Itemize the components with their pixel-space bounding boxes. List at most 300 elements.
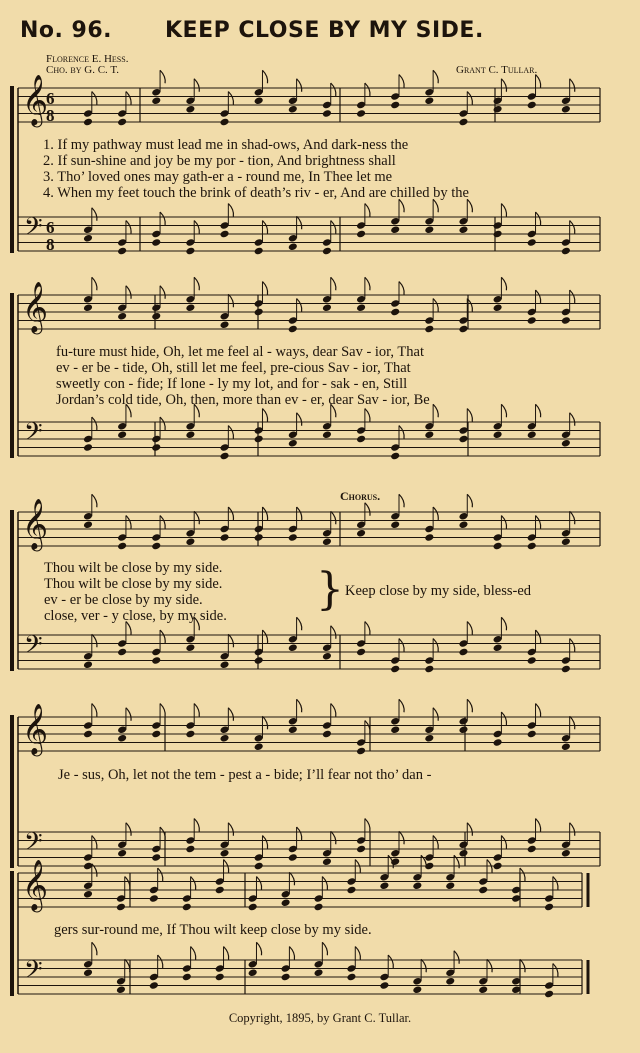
note-flag	[331, 83, 336, 96]
note-flag	[160, 212, 165, 225]
note-head	[379, 881, 389, 890]
note-head	[254, 533, 264, 542]
note-head	[458, 849, 468, 858]
note-flag	[92, 92, 97, 105]
note-flag	[126, 286, 131, 299]
note-flag	[297, 699, 302, 712]
note-flag	[399, 699, 404, 712]
note-flag	[501, 277, 506, 290]
verse-4-line-3: close, ver - y close, by my side.	[44, 608, 227, 624]
note-head	[561, 537, 571, 546]
note-flag	[194, 79, 199, 92]
note-flag	[467, 823, 472, 836]
note-head	[458, 435, 468, 444]
note-flag	[331, 704, 336, 717]
note-flag	[126, 221, 131, 234]
note-head	[83, 660, 93, 669]
note-head	[254, 96, 264, 105]
note-head	[220, 849, 230, 858]
note-head	[412, 881, 422, 890]
note-head	[561, 247, 571, 256]
note-flag	[570, 511, 575, 524]
note-head	[151, 443, 161, 452]
note-flag	[194, 511, 199, 524]
note-head	[151, 542, 161, 551]
note-flag	[467, 699, 472, 712]
note-head	[390, 520, 400, 529]
note-head	[215, 973, 225, 982]
note-head	[288, 325, 298, 334]
note-head	[458, 520, 468, 529]
note-head	[220, 452, 230, 461]
note-head	[322, 857, 332, 866]
note-head	[458, 325, 468, 334]
note-flag	[158, 955, 163, 968]
verse-4-line-2: Jordan’s cold tide, Oh, then, more than ev - er, dear Sav - ior, Be	[56, 392, 430, 408]
note-flag	[92, 704, 97, 717]
note-flag	[487, 959, 492, 972]
note-flag	[536, 630, 541, 643]
note-head	[424, 96, 434, 105]
note-head	[288, 853, 298, 862]
note-head	[527, 430, 537, 439]
note-flag	[297, 507, 302, 520]
note-head	[151, 730, 161, 739]
note-head	[493, 643, 503, 652]
note-flag	[536, 704, 541, 717]
note-flag	[160, 417, 165, 430]
note-head	[83, 303, 93, 312]
note-flag	[92, 942, 97, 955]
note-flag	[365, 819, 370, 832]
verse-3-line-3: ev - er be close by my side.	[44, 592, 203, 608]
note-flag	[92, 277, 97, 290]
note-head	[561, 316, 571, 325]
note-head	[356, 109, 366, 118]
note-head	[527, 845, 537, 854]
note-head	[424, 225, 434, 234]
note-head	[322, 537, 332, 546]
hymn-number: No. 96.	[20, 18, 113, 43]
note-head	[412, 985, 422, 994]
note-head	[356, 648, 366, 657]
note-flag	[467, 622, 472, 635]
note-head	[185, 303, 195, 312]
note-flag	[92, 417, 97, 430]
note-flag	[160, 516, 165, 529]
note-flag	[92, 634, 97, 647]
note-head	[254, 247, 264, 256]
note-head	[561, 665, 571, 674]
note-flag	[297, 827, 302, 840]
chorus-line-1: Je - sus, Oh, let not the tem - pest a - bide; I’ll fear not tho’ dan -	[58, 767, 432, 783]
note-head	[185, 105, 195, 114]
note-head	[151, 853, 161, 862]
note-flag	[92, 494, 97, 507]
note-flag	[501, 836, 506, 849]
note-head	[322, 730, 332, 739]
note-flag	[297, 299, 302, 312]
bass-clef: 𝄢	[24, 212, 43, 247]
note-head	[151, 312, 161, 321]
verse-2-line-2: ev - er be - tide, Oh, still let me feel, pre-cious Sav - ior, That	[56, 360, 411, 376]
note-head	[478, 886, 488, 895]
note-head	[288, 439, 298, 448]
system-brace	[10, 871, 14, 996]
verse-3-line-1: 3. Tho’ loved ones may gath-er a - round me, In Thee let me	[43, 169, 393, 185]
note-flag	[262, 409, 267, 422]
note-flag	[399, 831, 404, 844]
note-flag	[262, 282, 267, 295]
note-flag	[228, 294, 233, 307]
note-flag	[433, 708, 438, 721]
note-flag	[92, 208, 97, 221]
verse-1-line-3: Thou wilt be close by my side.	[44, 560, 223, 576]
note-head	[220, 734, 230, 743]
note-flag	[228, 426, 233, 439]
note-head	[458, 648, 468, 657]
note-flag	[228, 507, 233, 520]
note-flag	[536, 75, 541, 88]
note-head	[390, 452, 400, 461]
note-head	[424, 734, 434, 743]
note-head	[544, 990, 554, 999]
note-head	[493, 430, 503, 439]
note-flag	[262, 70, 267, 83]
note-head	[527, 101, 537, 110]
note-head	[220, 660, 230, 669]
note-flag	[553, 877, 558, 890]
words-credit: Florence E. Hess.	[46, 53, 129, 65]
note-flag	[297, 216, 302, 229]
chorus-credit: Cho. by G. C. T.	[46, 64, 119, 76]
note-flag	[194, 819, 199, 832]
note-head	[83, 234, 93, 243]
note-flag	[262, 630, 267, 643]
note-flag	[331, 277, 336, 290]
note-head	[493, 105, 503, 114]
note-head	[356, 303, 366, 312]
note-head	[458, 118, 468, 127]
verse-1-line-2: fu-ture must hide, Oh, let me feel al - ways, dear Sav - ior, That	[56, 344, 424, 360]
note-head	[561, 439, 571, 448]
note-head	[149, 894, 159, 903]
bass-clef: 𝄢	[24, 417, 43, 452]
note-head	[151, 96, 161, 105]
system-brace	[10, 293, 14, 458]
note-head	[254, 656, 264, 665]
verse-4-line-1: 4. When my feet touch the brink of death’s riv - er, And are chilled by the	[43, 185, 469, 201]
note-flag	[536, 404, 541, 417]
note-head	[254, 742, 264, 751]
note-flag	[262, 221, 267, 234]
note-head	[117, 849, 127, 858]
note-head	[220, 533, 230, 542]
note-head	[248, 968, 258, 977]
note-head	[346, 973, 356, 982]
note-head	[254, 862, 264, 871]
time-sig-top: 6	[46, 89, 55, 109]
note-flag	[228, 634, 233, 647]
note-flag	[536, 212, 541, 225]
note-head	[527, 542, 537, 551]
note-head	[322, 652, 332, 661]
note-flag	[365, 277, 370, 290]
note-head	[379, 981, 389, 990]
note-head	[215, 886, 225, 895]
note-head	[83, 730, 93, 739]
chorus-label: Chorus.	[340, 489, 381, 503]
treble-clef: 𝄞	[22, 281, 49, 333]
note-flag	[399, 282, 404, 295]
note-flag	[160, 286, 165, 299]
note-flag	[194, 221, 199, 234]
note-flag	[355, 947, 360, 960]
note-head	[356, 230, 366, 239]
note-flag	[365, 83, 370, 96]
note-flag	[501, 712, 506, 725]
note-head	[561, 849, 571, 858]
note-head	[185, 643, 195, 652]
note-head	[493, 230, 503, 239]
note-flag	[570, 413, 575, 426]
note-flag	[501, 516, 506, 529]
note-head	[151, 238, 161, 247]
time-sig-top: 6	[46, 218, 55, 238]
note-flag	[520, 959, 525, 972]
note-flag	[160, 630, 165, 643]
note-head	[356, 529, 366, 538]
note-flag	[160, 704, 165, 717]
note-head	[288, 533, 298, 542]
note-flag	[228, 823, 233, 836]
note-flag	[262, 507, 267, 520]
note-head	[288, 242, 298, 251]
note-head	[493, 862, 503, 871]
note-flag	[570, 716, 575, 729]
verse-3-line-2: sweetly con - fide; If lone - ly my lot, and for - sak - en, Still	[56, 376, 408, 392]
note-flag	[126, 516, 131, 529]
note-head	[182, 973, 192, 982]
note-head	[83, 118, 93, 127]
note-head	[83, 443, 93, 452]
note-head	[445, 977, 455, 986]
note-flag	[331, 626, 336, 639]
time-sig-bottom: 8	[46, 106, 55, 126]
treble-clef: 𝄞	[22, 74, 49, 126]
note-flag	[228, 204, 233, 217]
note-flag	[194, 277, 199, 290]
note-head	[493, 542, 503, 551]
note-flag	[399, 75, 404, 88]
note-flag	[467, 92, 472, 105]
note-flag	[228, 92, 233, 105]
note-head	[527, 730, 537, 739]
note-head	[254, 435, 264, 444]
note-flag	[433, 404, 438, 417]
note-flag	[125, 877, 130, 890]
note-head	[458, 725, 468, 734]
note-head	[346, 886, 356, 895]
note-head	[390, 665, 400, 674]
note-head	[527, 656, 537, 665]
note-head	[322, 303, 332, 312]
note-flag	[399, 426, 404, 439]
note-head	[281, 898, 291, 907]
note-head	[185, 730, 195, 739]
note-flag	[365, 622, 370, 635]
bass-clef: 𝄢	[24, 630, 43, 665]
note-head	[424, 533, 434, 542]
note-flag	[297, 79, 302, 92]
note-head	[83, 890, 93, 899]
note-head	[458, 225, 468, 234]
note-flag	[160, 70, 165, 83]
note-flag	[224, 947, 229, 960]
note-flag	[454, 951, 459, 964]
chorus-line-2: gers sur-round me, If Thou wilt keep close by my side.	[54, 922, 372, 938]
note-head	[322, 430, 332, 439]
note-flag	[570, 79, 575, 92]
note-head	[544, 903, 554, 912]
note-head	[116, 985, 126, 994]
note-head	[117, 312, 127, 321]
note-flag	[399, 639, 404, 652]
note-flag	[322, 877, 327, 890]
note-head	[314, 903, 324, 912]
note-head	[356, 747, 366, 756]
note-flag	[570, 290, 575, 303]
note-flag	[501, 617, 506, 630]
note-flag	[536, 819, 541, 832]
note-flag	[399, 494, 404, 507]
note-flag	[365, 204, 370, 217]
note-head	[288, 643, 298, 652]
note-head	[83, 968, 93, 977]
note-head	[182, 903, 192, 912]
note-head	[185, 537, 195, 546]
note-head	[117, 648, 127, 657]
note-flag	[520, 868, 525, 881]
note-head	[356, 435, 366, 444]
system-brace	[10, 510, 14, 671]
note-flag	[331, 221, 336, 234]
note-head	[445, 881, 455, 890]
note-flag	[365, 721, 370, 734]
note-head	[356, 845, 366, 854]
note-flag	[433, 639, 438, 652]
verse-brace: }	[316, 564, 344, 615]
note-head	[288, 105, 298, 114]
treble-clef: 𝄞	[22, 498, 49, 550]
note-head	[248, 903, 258, 912]
note-flag	[536, 290, 541, 303]
note-flag	[433, 70, 438, 83]
note-flag	[421, 959, 426, 972]
verse-2-line-1: 2. If sun-shine and joy be my por - tion, And brightness shall	[43, 153, 396, 169]
note-flag	[365, 503, 370, 516]
note-flag	[256, 942, 261, 955]
note-head	[151, 656, 161, 665]
treble-clef: 𝄞	[22, 859, 49, 911]
note-head	[493, 738, 503, 747]
note-head	[185, 845, 195, 854]
note-flag	[297, 617, 302, 630]
note-flag	[501, 79, 506, 92]
note-flag	[125, 959, 130, 972]
note-flag	[322, 942, 327, 955]
note-flag	[191, 877, 196, 890]
note-head	[116, 903, 126, 912]
note-flag	[570, 823, 575, 836]
note-flag	[433, 507, 438, 520]
note-flag	[256, 877, 261, 890]
note-head	[561, 105, 571, 114]
music-credit: Grant C. Tullar.	[456, 64, 538, 76]
note-head	[390, 725, 400, 734]
hymn-title: KEEP CLOSE BY MY SIDE.	[165, 18, 484, 43]
note-head	[527, 238, 537, 247]
note-flag	[262, 716, 267, 729]
treble-clef: 𝄞	[22, 703, 49, 755]
note-head	[185, 430, 195, 439]
refrain-text: Keep close by my side, bless-ed	[345, 583, 532, 599]
verse-2-line-3: Thou wilt be close by my side.	[44, 576, 223, 592]
note-flag	[433, 836, 438, 849]
note-flag	[331, 831, 336, 844]
note-head	[390, 308, 400, 317]
note-flag	[158, 868, 163, 881]
bass-clef: 𝄢	[24, 827, 43, 862]
note-head	[220, 230, 230, 239]
note-flag	[297, 413, 302, 426]
note-flag	[126, 92, 131, 105]
time-sig-bottom: 8	[46, 235, 55, 255]
note-flag	[262, 836, 267, 849]
note-flag	[536, 516, 541, 529]
note-head	[390, 225, 400, 234]
note-head	[288, 725, 298, 734]
note-flag	[501, 404, 506, 417]
note-head	[117, 430, 127, 439]
note-flag	[501, 204, 506, 217]
note-flag	[467, 409, 472, 422]
note-head	[314, 968, 324, 977]
note-head	[322, 247, 332, 256]
verse-1-line-1: 1. If my pathway must lead me in shad-ows, And dark-ness the	[43, 137, 409, 153]
system-brace	[10, 715, 14, 868]
note-head	[117, 734, 127, 743]
note-head	[424, 430, 434, 439]
note-flag	[194, 704, 199, 717]
note-flag	[289, 872, 294, 885]
note-head	[561, 742, 571, 751]
note-head	[424, 325, 434, 334]
note-head	[220, 118, 230, 127]
note-flag	[331, 511, 336, 524]
note-head	[254, 308, 264, 317]
note-flag	[191, 947, 196, 960]
note-flag	[126, 823, 131, 836]
note-flag	[570, 221, 575, 234]
note-flag	[289, 947, 294, 960]
note-head	[117, 247, 127, 256]
note-head	[424, 665, 434, 674]
note-head	[493, 303, 503, 312]
note-head	[83, 520, 93, 529]
note-flag	[388, 955, 393, 968]
note-head	[220, 320, 230, 329]
